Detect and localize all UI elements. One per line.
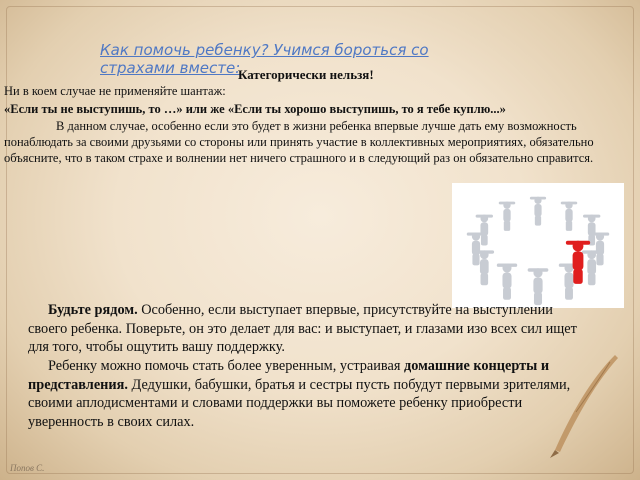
case-paragraph: В данном случае, особенно если это будет в жизни ребенка впервые лучше дать ему возможность понаблюдать за своими друзьями со стороны или принять участие в коллективных мероприятиях, обязательно объясните, что в таком страхе и волнении нет ничего страшного и в следующий раз он обязательно справится. <box>4 119 594 165</box>
advice-2-tail: Дедушки, бабушки, братья и сестры пусть побудут первыми зрителями, своими аплодисментами и словами поддержки вы поможете ребенку приобрести уверенность в своих силах. <box>28 376 571 430</box>
circle-figure <box>561 202 578 231</box>
circle-figure <box>530 197 546 226</box>
circle-figure <box>476 215 493 246</box>
slide-title[interactable]: Как помочь ребенку? Учимся бороться со страхами вместе: <box>100 41 429 77</box>
advice-1-lead: Будьте рядом. <box>48 302 138 318</box>
intro-text: Ни в коем случае не применяйте шантаж: <box>4 84 226 98</box>
circle-figure <box>528 268 549 305</box>
slide-subtitle: Категорически нельзя! <box>238 67 374 82</box>
advice-2-bold: домашние концерты и представления. <box>28 358 550 393</box>
figures-circle-image <box>452 183 624 308</box>
figures-circle-icon <box>452 183 624 308</box>
advice-1-text: Особенно, если выступает впервые, присутствуйте на выступлении своего ребенка. Поверьте, он это делает для вас: и выступает, и глазами изо всех сил ищет для того, чтобы ощутить вашу поддержку. <box>28 302 577 355</box>
quill-pen-icon <box>540 350 620 460</box>
advice-paragraph-2 <box>28 357 588 431</box>
signature: Попов С. <box>10 463 45 473</box>
advice-paragraph-1 <box>28 301 588 357</box>
circle-figure <box>499 202 516 231</box>
circle-figure <box>497 264 517 300</box>
quote-text: «Если ты не выступишь, то …» или же «Если ты хорошо выступишь, то я тебе куплю...» <box>4 102 506 116</box>
advice-2-text: Ребенку можно помочь стать более уверенным, устраивая <box>48 358 401 374</box>
